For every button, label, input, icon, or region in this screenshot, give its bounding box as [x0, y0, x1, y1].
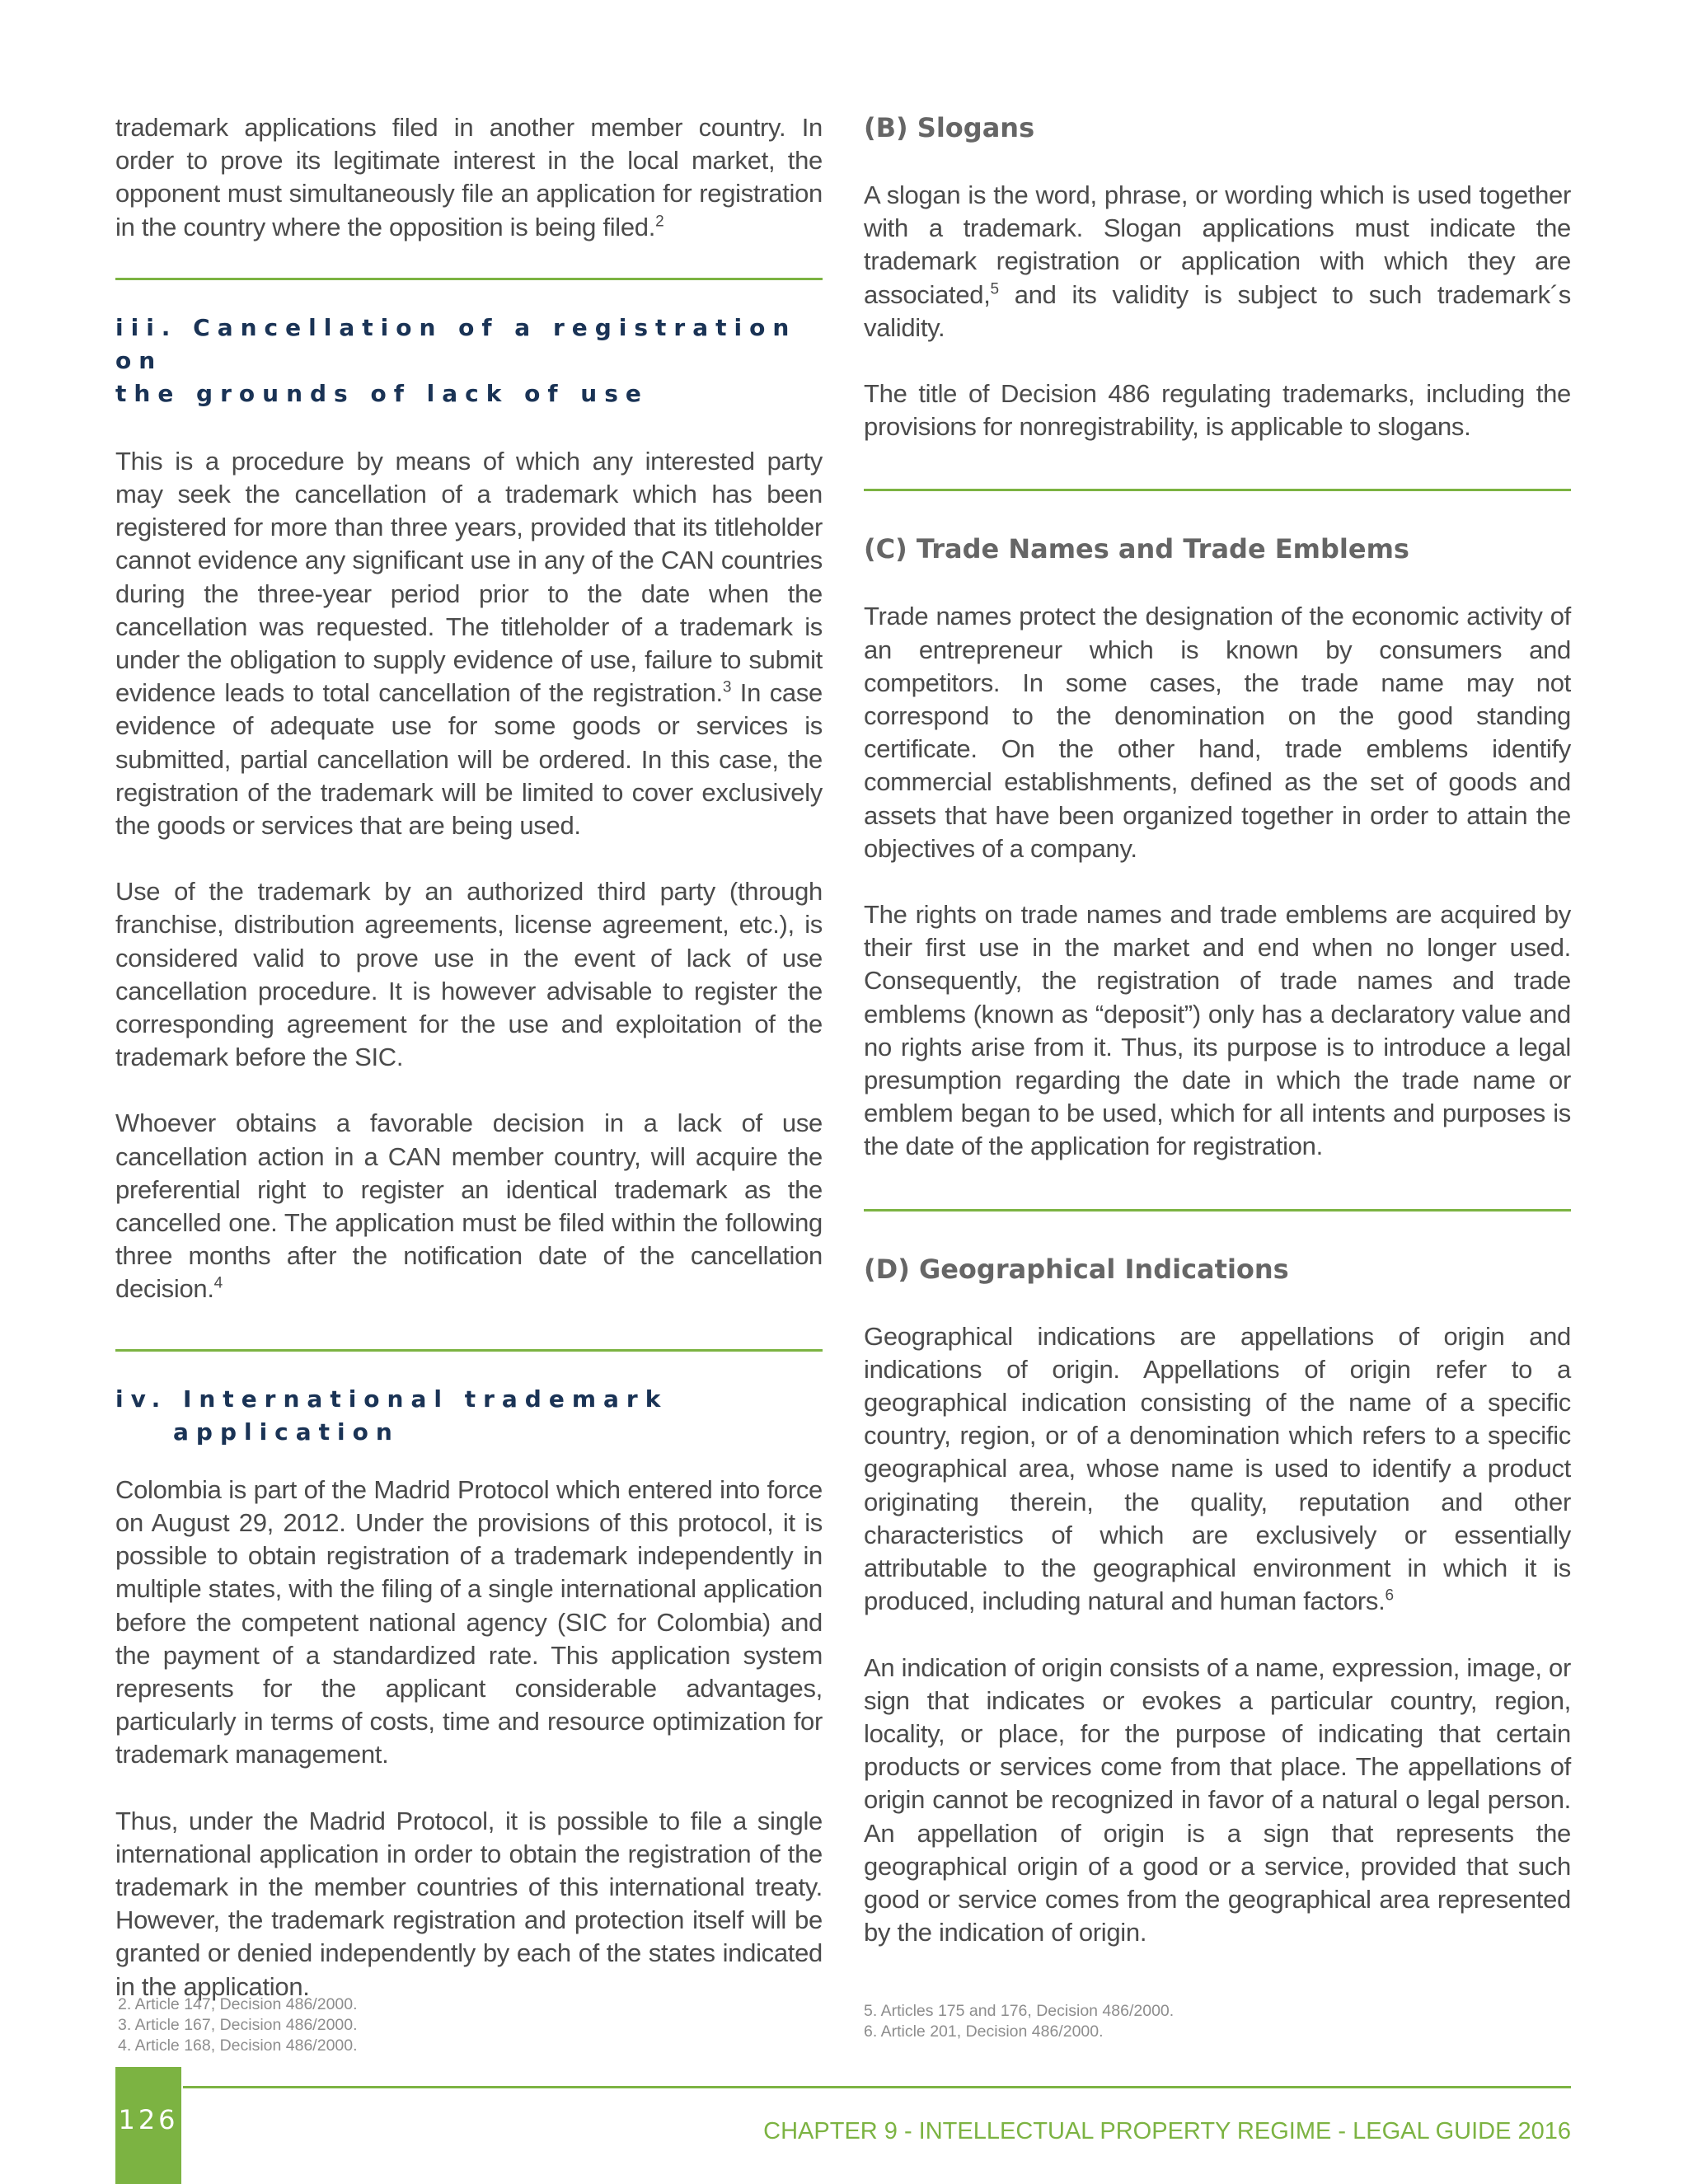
footnote: 5. Articles 175 and 176, Decision 486/2000. [864, 2002, 1175, 2020]
footnotes-left [118, 1994, 358, 2056]
paragraph: The rights on trade names and trade emblems are acquired by their first use in the market and end when no longer used. Consequently, the registration of trade names and trade emblems (known as “deposit”) only has a declaratory value and no rights arise from it. Thus, its purpose is to introduce a legal presumption regarding the date in which the trade name or emblem began to be used, which for all intents and purposes is the date of the application for registration. [864, 900, 1571, 1161]
footer-divider [183, 2086, 1571, 2088]
section-divider [864, 489, 1571, 491]
footnote-ref: 4 [213, 1275, 223, 1293]
page-number: 126 [118, 2104, 179, 2135]
footnotes-right [864, 2001, 1174, 2042]
section-divider [115, 278, 823, 280]
paragraph: Thus, under the Madrid Protocol, it is possible to file a single international application in order to obtain the registration of the trademark in the member countries of this international treaty. However, the trademark registration and protection itself will be granted or denied independently by each of the states indicated in the application. [115, 1806, 823, 2001]
paragraph: The title of Decision 486 regulating trademarks, including the provisions for nonregistrability, is applicable to slogans. [864, 379, 1571, 442]
paragraph: An indication of origin consists of a name, expression, image, or sign that indicates or evokes a particular country, region, locality, or place, for the purpose of indicating that certain products or services come from that place. The appellations of origin cannot be recognized in favor of a natural o legal person. An appellation of origin is a sign that represents the geographical origin of a good or a service, provided that such good or service comes from the geographical area represented by the indication of origin. [864, 1652, 1571, 1947]
footnote: 4. Article 168, Decision 486/2000. [118, 2036, 358, 2055]
section-heading-international: iv. International trademark application [115, 1385, 668, 1446]
running-footer-title: CHAPTER 9 - INTELLECTUAL PROPERTY REGIME - LEGAL GUIDE 2016 [763, 2118, 1571, 2144]
footnote-ref: 2 [655, 213, 664, 231]
paragraph: Whoever obtains a favorable decision in a lack of use cancellation action in a CAN member country, will acquire the preferential right to register an identical trademark as the cancelled one. The application must be filed within the following three months after the notification date of the cancellation decision.$^4$ [115, 1108, 823, 1304]
footnote-ref: 5 [990, 280, 999, 298]
footnote: 2. Article 147, Decision 486/2000. [118, 1995, 358, 2013]
section-divider [864, 1209, 1571, 1212]
paragraph: Trade names protect the designation of the economic activity of an entrepreneur which is known by consumers and competitors. In some cases, the trade name may not correspond to the denomination on the good standing certificate. On the other hand, trade emblems identify commercial establishments, defined as the set of goods and assets that have been organized together in order to attain the objectives of a company. [864, 602, 1571, 863]
left-column [115, 111, 823, 2004]
footnote: 6. Article 201, Decision 486/2000. [864, 2022, 1104, 2041]
paragraph: This is a procedure by means of which any interested party may seek the cancellation of a trademark which has been registered for more than three years, provided that its titleholder cannot evidence any significant use in any of the CAN countries during the three-year period prior to the date when the cancellation was requested. The titleholder of a trademark is under the obligation to supply evidence of use, failure to submit evidence leads to total cancellation of the registration.$^3$ In case evidence of adequate use for some goods or services is submitted, partial cancellation will be ordered. In this case, the registration of the trademark will be limited to cover exclusively the goods or services that are being used. [115, 446, 823, 841]
paragraph: trademark applications filed in another member country. In order to prove its legitimate interest in the local market, the opponent must simultaneously file an application for registration in the country where the opposition is being filed.$^2$ [115, 113, 823, 241]
page-number-band [115, 2067, 181, 2184]
section-divider [115, 1349, 823, 1352]
paragraph: A slogan is the word, phrase, or wording which is used together with a trademark. Slogan applications must indicate the trademark registration or application with which they are associated,$^5$ and its validity is subject to such trademark´s validity. [864, 180, 1571, 342]
footnote-ref: 6 [1385, 1586, 1394, 1605]
section-heading-cancellation: iii. Cancellation of a registration on the grounds of lack of use [115, 313, 797, 407]
subsection-heading-slogans: (B) Slogans [864, 112, 1035, 143]
right-column [864, 111, 1571, 1949]
subsection-heading-geographical: (D) Geographical Indications [864, 1253, 1289, 1285]
footnote-ref: 3 [722, 678, 732, 696]
paragraph: Colombia is part of the Madrid Protocol which entered into force on August 29, 2012. Under the provisions of this protocol, it is possible to obtain registration of a trademark independently in multiple states, with the filing of a single international application before the competent national agency (SIC for Colombia) and the payment of a standardized rate. This application system represents for the applicant considerable advantages, particularly in terms of costs, time and resource optimization for trademark management. [115, 1474, 823, 1769]
footnote: 3. Article 167, Decision 486/2000. [118, 2016, 358, 2034]
subsection-heading-trade-names: (C) Trade Names and Trade Emblems [864, 533, 1409, 565]
paragraph: Geographical indications are appellations of origin and indications of origin. Appellations of origin refer to a geographical indication consisting of the name of a specific country, region, or of a denomination which refers to a specific geographical area, whose name is used to identify a product originating therein, the quality, reputation and other characteristics of which are exclusively or essentially attributable to the geographical environment in which it is produced, including natural and human factors.$^6$ [864, 1321, 1571, 1616]
paragraph: Use of the trademark by an authorized third party (through franchise, distribution agreements, license agreement, etc.), is considered valid to prove use in the event of lack of use cancellation procedure. It is however advisable to register the corresponding agreement for the use and exploitation of the trademark before the SIC. [115, 877, 823, 1072]
